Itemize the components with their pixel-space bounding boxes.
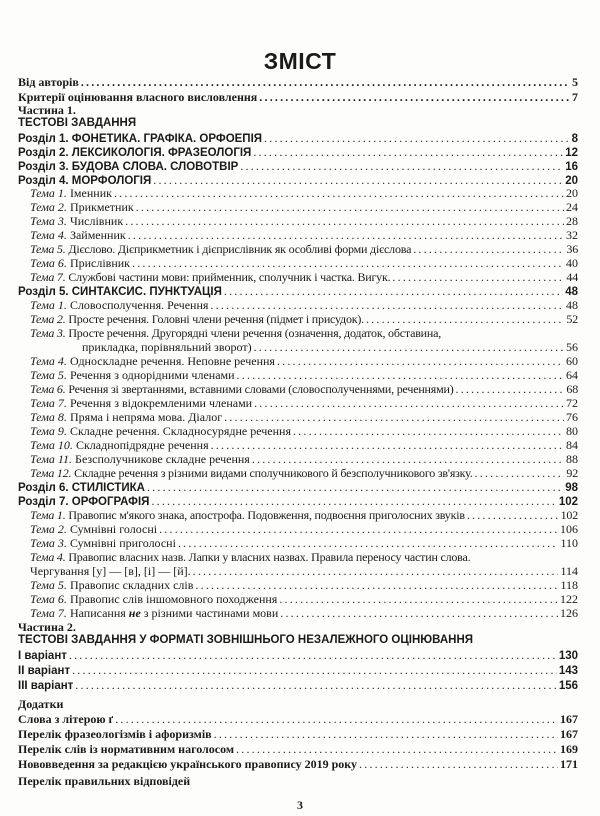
- leader-dots: [475, 466, 565, 480]
- topic-label: Тема 5.: [30, 578, 67, 592]
- topic-label: Тема 6.: [30, 382, 66, 396]
- toc-entry-text: Речення з відокремленими членами: [69, 396, 253, 410]
- toc-entry: [18, 648, 578, 663]
- toc-topic: [30, 452, 578, 466]
- toc-page: 52: [566, 312, 578, 326]
- toc-page: 68: [566, 382, 578, 396]
- toc-entry-text: Розділ 5. СИНТАКСИС. ПУНКТУАЦІЯ: [18, 286, 222, 298]
- toc-page: 60: [566, 354, 578, 368]
- toc-entry-text: Сумнівні приголосні: [69, 536, 176, 550]
- toc-topic: [30, 354, 578, 368]
- toc-entry-text: Просте речення. Головні члени речення (підмет і присудок).: [68, 312, 364, 326]
- topic-label: Тема 11.: [30, 452, 73, 466]
- toc-entry-text: Складнопідрядне речення: [75, 438, 209, 452]
- toc-entry-text: Правопис слів іншомовного походження: [69, 592, 278, 606]
- emphasis-word: не: [128, 606, 141, 620]
- toc-page: 88: [566, 452, 578, 466]
- leader-dots: [128, 228, 564, 242]
- toc-page: 110: [560, 536, 578, 550]
- toc-entry: [18, 757, 578, 771]
- leader-dots: [293, 424, 564, 438]
- leader-dots: [193, 564, 559, 578]
- toc-page: 156: [558, 680, 578, 692]
- toc-entry-text: Розділ 4. МОРФОЛОГІЯ: [18, 175, 152, 187]
- toc-page: 7: [572, 90, 578, 104]
- leader-dots: [254, 396, 564, 410]
- toc-chapter: [18, 159, 578, 174]
- leader-dots: [211, 438, 564, 452]
- leader-dots: [279, 592, 558, 606]
- toc-page: 114: [560, 564, 578, 578]
- topic-label: Тема 10.: [30, 438, 73, 452]
- toc-entry-text: Від авторів: [18, 75, 79, 89]
- toc-topic: [30, 606, 578, 620]
- toc-topic: [30, 186, 578, 200]
- toc-page: 24: [566, 200, 578, 214]
- toc-entry-text: Речення з однорідними членами: [69, 368, 235, 382]
- toc-entry-text: Прикметник: [69, 200, 134, 214]
- toc-page: 20: [566, 186, 578, 200]
- appendix-heading: Додатки: [18, 697, 64, 711]
- page-title: ЗМІСТ: [263, 48, 337, 74]
- toc-topic: [30, 438, 578, 452]
- toc-page: 80: [566, 424, 578, 438]
- toc-topic: [30, 242, 578, 256]
- topic-label: Тема 6.: [30, 256, 67, 270]
- leader-dots: [259, 90, 570, 104]
- topic-label: Тема 3.: [30, 214, 67, 228]
- toc-page: 12: [565, 147, 578, 159]
- toc-topic: [30, 214, 578, 228]
- leader-dots: [366, 312, 564, 326]
- toc-entry-text: Написання: [69, 606, 129, 620]
- leader-dots: [115, 712, 558, 726]
- topic-label: Тема 1.: [30, 508, 66, 522]
- leader-dots: [252, 452, 564, 466]
- topic-label: Тема 7.: [30, 270, 66, 284]
- toc-topic: [30, 368, 578, 382]
- toc-topic: [30, 256, 578, 270]
- toc-topic: [30, 200, 578, 214]
- toc-entry-text: Розділ 7. ОРФОГРАФІЯ: [18, 496, 150, 508]
- page-number: 3: [297, 798, 303, 812]
- toc-topic: [30, 298, 578, 312]
- toc-page: 56: [566, 340, 578, 354]
- topic-label: Тема 5.: [30, 242, 66, 256]
- leader-dots: [195, 578, 558, 592]
- topic-label: Тема 12.: [30, 466, 72, 480]
- topic-label: Тема 2.: [30, 522, 67, 536]
- topic-label: Тема 3.: [30, 326, 66, 340]
- toc-entry-text: Сумнівні голосні: [69, 522, 158, 536]
- toc-page: 98: [565, 482, 578, 494]
- topic-label: Тема 4.: [30, 228, 67, 242]
- toc-entry-text: Речення зі звертаннями, вставними словами (словосполученнями, реченнями): [68, 382, 454, 396]
- toc-entry-text: Пряма і непряма мова. Діалог: [69, 410, 223, 424]
- topic-label: Тема 4.: [30, 550, 66, 564]
- leader-dots: [413, 242, 564, 256]
- part-heading: Частина 1.: [18, 103, 76, 117]
- toc-entry-text: Правопис складних слів: [69, 578, 194, 592]
- toc-entry-text: Складне речення з різними видами сполучникового й безсполучникового зв'язку.: [74, 466, 473, 480]
- toc-page: 171: [560, 757, 578, 771]
- toc-topic: [30, 410, 578, 424]
- toc-entry-text: прикладка, порівняльний зворот): [82, 340, 252, 354]
- toc-page: 106: [560, 522, 578, 536]
- toc-topic: [30, 382, 578, 396]
- toc-page: 76: [566, 410, 578, 424]
- toc-entry-text: Чергування [у] — [в], [і] — [й].: [30, 564, 191, 578]
- toc-entry: [18, 90, 578, 104]
- toc-page: 167: [560, 727, 578, 741]
- part-heading: Частина 2.: [18, 620, 76, 634]
- toc-page: 48: [566, 298, 578, 312]
- toc-entry-text: Просте речення. Другорядні члени речення (означення, додаток, обставина,: [68, 326, 442, 340]
- toc-page: 28: [566, 214, 578, 228]
- leader-dots: [214, 727, 558, 741]
- toc-topic: [30, 326, 441, 340]
- toc-entry: [18, 742, 578, 756]
- toc-page: 167: [560, 712, 578, 726]
- toc-topic: [30, 522, 578, 536]
- toc-page: 130: [558, 650, 578, 662]
- toc-page: 126: [560, 606, 578, 620]
- toc-chapter: [18, 131, 578, 146]
- toc-chapter: [18, 494, 578, 509]
- toc-entry-text: Безсполучникове складне речення: [75, 452, 250, 466]
- toc-entry-text: Правопис власних назв. Лапки у власних назвах. Правила переносу частин слова.: [68, 550, 471, 564]
- toc-entry-text: Нововведення за редакцією українського правопису 2019 року: [18, 757, 358, 771]
- leader-dots: [114, 186, 564, 200]
- leader-dots: [224, 410, 564, 424]
- toc-entry-text: Займенник: [69, 228, 126, 242]
- toc-entry-text: Іменник: [69, 186, 112, 200]
- leader-dots: [264, 131, 570, 145]
- toc-topic-continuation: [30, 564, 578, 578]
- leader-dots: [210, 298, 564, 312]
- leader-dots: [456, 382, 565, 396]
- toc-topic: [30, 508, 578, 522]
- toc-entry-text: Правопис м'якого знака, апострофа. Подовження, подвоєння приголосних звуків: [68, 508, 465, 522]
- toc-page: 16: [565, 161, 578, 173]
- toc-entry: [18, 678, 578, 693]
- toc-entry-text: І варіант: [18, 650, 67, 662]
- toc-topic: [30, 578, 578, 592]
- toc-entry-text: ІІ варіант: [18, 665, 71, 677]
- toc-page: 64: [566, 368, 578, 382]
- toc-entry-text: Односкладне речення. Неповне речення: [69, 354, 275, 368]
- toc-page: 143: [558, 665, 578, 677]
- leader-dots: [81, 75, 570, 89]
- leader-dots: [153, 173, 563, 187]
- leader-dots: [237, 368, 564, 382]
- topic-label: Тема 6.: [30, 592, 67, 606]
- leader-dots: [151, 494, 556, 508]
- leader-dots: [159, 522, 558, 536]
- topic-label: Тема 9.: [30, 424, 67, 438]
- topic-label: Тема 8.: [30, 410, 67, 424]
- toc-page: 5: [572, 75, 578, 89]
- toc-page: 169: [560, 742, 578, 756]
- toc-entry: [18, 712, 578, 726]
- toc-page: 102: [558, 496, 578, 508]
- leader-dots: [392, 270, 564, 284]
- toc-entry-text: Перелік фразеологізмів і афоризмів: [18, 727, 212, 741]
- leader-dots: [467, 508, 559, 522]
- leader-dots: [253, 145, 563, 159]
- toc-topic: [30, 270, 578, 284]
- toc-entry-text: Розділ 3. БУДОВА СЛОВА. СЛОВОТВІР: [18, 161, 239, 173]
- toc-entry-text: Перелік слів із нормативним наголосом: [18, 742, 235, 756]
- topic-label: Тема 3.: [30, 536, 67, 550]
- topic-label: Тема 7.: [30, 396, 67, 410]
- topic-label: Тема 1.: [30, 298, 67, 312]
- toc-entry-text: Складне речення. Складносурядне речення: [69, 424, 291, 438]
- leader-dots: [224, 284, 563, 298]
- leader-dots: [359, 757, 558, 771]
- topic-label: Тема 2.: [30, 312, 66, 326]
- toc-topic: [30, 228, 578, 242]
- toc-page: 118: [560, 578, 578, 592]
- topic-label: Тема 1.: [30, 186, 67, 200]
- toc-topic: [30, 396, 578, 410]
- leader-dots: [132, 256, 564, 270]
- toc-entry-text: Службові частини мови: прийменник, сполучник і частка. Вигук.: [68, 270, 391, 284]
- toc-page: 72: [566, 396, 578, 410]
- toc-topic-continuation: [82, 340, 578, 354]
- topic-label: Тема 5.: [30, 368, 67, 382]
- toc-chapter: [18, 284, 578, 299]
- leader-dots: [72, 663, 557, 677]
- leader-dots: [69, 648, 557, 662]
- toc-page: 36: [566, 242, 578, 256]
- toc-entry: [18, 663, 578, 678]
- leader-dots: [125, 214, 564, 228]
- toc-page: 20: [565, 175, 578, 187]
- leader-dots: [75, 678, 557, 692]
- toc-page: 122: [560, 592, 578, 606]
- toc-page: 48: [565, 286, 578, 298]
- leader-dots: [254, 340, 564, 354]
- toc-entry-text: Прислівник: [69, 256, 131, 270]
- toc-entry: [18, 75, 578, 89]
- leader-dots: [236, 742, 558, 756]
- section-heading: ТЕСТОВІ ЗАВДАННЯ: [18, 117, 137, 129]
- leader-dots: [178, 536, 559, 550]
- toc-topic: [30, 536, 578, 550]
- toc-entry-text: Слова з літерою ґ: [18, 712, 114, 726]
- toc-topic: [30, 592, 578, 606]
- toc-entry-text: ІІІ варіант: [18, 680, 74, 692]
- toc-entry-text: з різними частинами мови: [140, 606, 279, 620]
- toc-entry-text: Розділ 1. ФОНЕТИКА. ГРАФІКА. ОРФОЕПІЯ: [18, 133, 263, 145]
- toc-page: 84: [566, 438, 578, 452]
- leader-dots: [277, 354, 564, 368]
- toc-page: 102: [560, 508, 578, 522]
- leader-dots: [147, 480, 563, 494]
- leader-dots: [136, 200, 564, 214]
- toc-page: 44: [566, 270, 578, 284]
- toc-entry-text: Дієслово. Дієприкметник і дієприслівник як особливі форми дієслова: [68, 242, 412, 256]
- toc-entry-text: Розділ 6. СТИЛІСТИКА: [18, 482, 145, 494]
- topic-label: Тема 7.: [30, 606, 67, 620]
- toc-topic: [30, 466, 578, 480]
- toc-entry-text: Словосполучення. Речення: [69, 298, 209, 312]
- toc-topic: [30, 312, 578, 326]
- toc-topic: [30, 424, 578, 438]
- toc-chapter: [18, 480, 578, 495]
- topic-label: Тема 4.: [30, 354, 67, 368]
- toc-entry-text: Критерії оцінювання власного висловлення: [18, 90, 258, 104]
- toc-entry-text: Числівник: [69, 214, 124, 228]
- leader-dots: [240, 159, 563, 173]
- topic-label: Тема 2.: [30, 200, 67, 214]
- toc-page: 8: [571, 133, 578, 145]
- section-heading: ТЕСТОВІ ЗАВДАННЯ У ФОРМАТІ ЗОВНІШНЬОГО НЕЗАЛЕЖНОГО ОЦІНЮВАННЯ: [18, 634, 474, 646]
- toc-page: 32: [566, 228, 578, 242]
- toc-entry: [18, 727, 578, 741]
- toc-chapter: [18, 145, 578, 160]
- leader-dots: [280, 606, 558, 620]
- toc-topic: [30, 550, 470, 564]
- toc-page: 40: [566, 256, 578, 270]
- toc-page: 92: [566, 466, 578, 480]
- toc-entry-text: Розділ 2. ЛЕКСИКОЛОГІЯ. ФРАЗЕОЛОГІЯ: [18, 147, 252, 159]
- toc-entry: Перелік правильних відповідей: [18, 774, 191, 788]
